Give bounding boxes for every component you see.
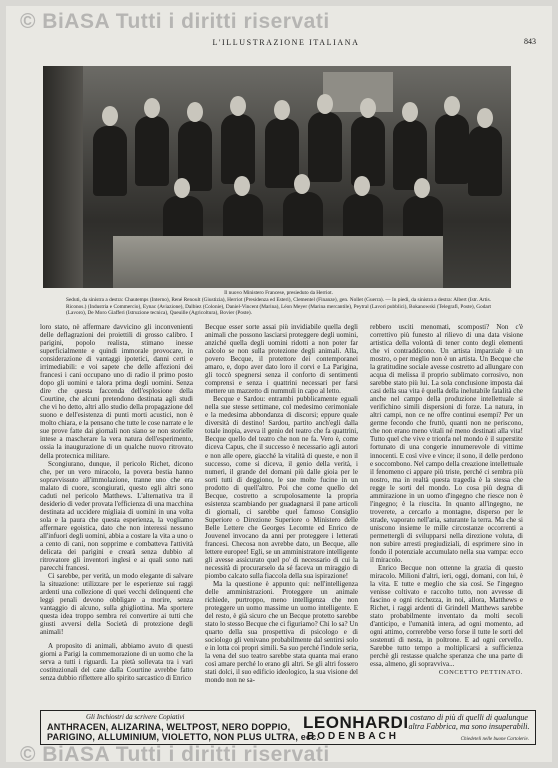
magazine-page [6, 6, 552, 766]
paragraph: A proposito di animali, abbiamo avuto di questi giorni a Parigi la commemorazione di un uomo che la serva a tutti i riguardi. La pietà sollevata tra i vari costituzionali del cane dalla Courtine avrebbe fatto senza dubbio riflettere allo spirito sarcastico di Enrico [40, 642, 193, 683]
paragraph: Enrico Becque non ottenne la grazia di questo miracolo. Milioni d'altri, ieri, oggi, domani, con lui, è la vita. E tutte e meglio che sia così. Se l'ingegno venisse coltivato e raccolto tutto, non avvesse di fascino e ogni ricchezza, in noi, allora, Matthews e Richet, i raggi ardenti di Grindell Matthews sarebbe stato probabilmente inventato da molti secoli d'anticipo, e l'umanità intera, ad ogni momento, ad ogni attimo, correrebbe verso forse il tutte le sorti del sostenuti di nesta, in poltrone. E ad ogni cervello. Sarebbe tutto tempo a moltiplicarsi a sufficienza perchè gli restasse qualche speranza che una parte di essa, almeno, gli sopravviva... [370, 563, 523, 669]
photo-figure [351, 116, 385, 186]
paragraph: Ci sarebbe, per verità, un modo elegante di salvare la situazione: utilizzare per le esperienze sui raggi ardenti una collezione di quei vecchi delinquenti che leggi penali devono obbligare a morire, senza vantaggio di alcuno, sulla ghigliottina. Ma sportere questa idea troppo sembra rei convertire ai tutti che giusti avversi della Società di protezione degli animali! [40, 571, 193, 637]
cabinet-photograph [43, 66, 511, 288]
photo-head [144, 98, 160, 118]
photo-head [444, 96, 460, 116]
ad-note: Chiedeteli nelle buone Cartolerie. [460, 737, 529, 742]
article-column-3 [370, 323, 523, 713]
photo-figure [265, 118, 299, 188]
caption-title: Il nuovo Ministero Francese, presieduto da Herriot. [224, 290, 333, 296]
paragraph: Becque e Sardou: entrambi pubblicamente eguali nella sue stesse settimane, col medesimo cerimoniale e la medesima abbondanza di discorsi; eppure quale diversità di destino! Sardou, partito anch'egli dalla totale inopia, aveva il genio del teatro che fa quattrini, Becque quello del teatro che non ne fa. Vero è, come diceva Capus, che il successo è necessario agli autori e non alle opere, giacché la vitalità di queste, e non il successo, come si diceva, il genio della verità, i numeri, il grande del domani più dalle gioia per le sorti tutti di deggiono, le sue molte fucine in un prodotto di quell'altro. Poi che come quello del Becque, costretto a scrupolosamente la propria esistenza scambiando per guadagnarsi il pane articoli di giornali, ci sarebbe quel famoso Consiglio Superiore o Direzione Superiore o Ministero delle Belle Lettere che Georges Lecomte ed Enrico de Jouvenel invocano da anni per proteggere i letterati francesi. Checosa non avrebbe dato, un Becque, alle lettere europee! Egli, se un amministratore intelligente gli avesse assicurato quel po' di necessario di cui la necessità di procurarselo da sé faceva un miraggio di piombo calcato sulla fiaccola della sua ispirazione! [205, 395, 358, 580]
paragraph: Becque esser sorte assai più invidiabile quella degli animali che possono lasciarsi proteggere degli uomini, anziché quella degli uomini ridotti a non poter far calcolo se non sulla protezione degli animali. Alla, povero Becque, il protettore dei contemporanei amaro, e, dopo aver dato loro il corvi e La Parigina, gli toccò spegnersi senza il conforto di sentimenti comprensi e senza i quattrini necessari per farsi mettere un mazzetto di nummuli in capo al letto. [205, 323, 358, 396]
paragraph: loro stato, nè affermare davvicino gli inconvenienti delle deflagrazioni dei proiettili di grosso calibro. I parigini, popolo realista, stimano inesse superficialmente e quindi immorale provocare, in considerazione di vantaggi ipotetici, danni certi e irrimediabili: e voi sapete che delle affezioni dei francesi i cani occupano uno di radio il primo posto dopo gli uomini e talora prima degli uomini. Senza dire che questa faccenda dell'esplosione della Courtine, che alcuni pretendono destinata agli studi che vi ho detto, altri allo studio della propagazione del suono e dell'esistenza di punti morti acustici, non è molto chiara, e la pensano che tutte le cose narrate e le sue prove fatte dai giornali non siano se non storielle intese a mascherare la vera natura dell'esperimento, ossia la inaugurazione di un qualche nuovo ritrovato della protecnica militare. [40, 323, 193, 460]
photo-window [323, 72, 393, 112]
ink-advertisement [40, 710, 536, 745]
article-body [40, 323, 530, 709]
photo-head [187, 102, 203, 122]
ad-intro: Gli Inchiostri da scrivere Copiativi [86, 713, 185, 721]
photo-figure [468, 126, 502, 196]
photo-figure [308, 112, 342, 182]
photo-head [174, 178, 190, 198]
photo-head [360, 98, 376, 118]
ad-place: BODENBACH [307, 731, 399, 742]
photo-head [294, 174, 310, 194]
photo-head [354, 176, 370, 196]
watermark-bottom: © BiASA Tutti i diritti riservati [20, 743, 330, 766]
photo-head [234, 176, 250, 196]
ad-copy: costano di più di quelli di qualunque altra Fabbrica, ma sono insuperabili. [408, 713, 530, 731]
paragraph: Scongiurano, dunque, il pericolo Richet, dicono che, per un vero miracolo, la povera bestia hanno sopravvissuto all'immolazione, tranne uno che era malato di cuore, scongiurati, questo egli altri sono caduti nel pericolo Matthews. L'alternativa tra il desiderio di veder provata l'efficienza di una macchina destinata ad uccidere migliaia di uomini in una volta sola e la paura che questa esperienza, la vogliamo affermare egoistica, dato che non interessi nessuno all'infuori degli uomini, abbia a costare la vita a uno o a cento di cani, non sopprime e combatteva l'attività delicata dei parigini e crearà senza dubbio al ritrovatore gli inventori inglesi e ai quali sono nati parecchi francesi. [40, 459, 193, 572]
page-number: 843 [524, 37, 536, 46]
photo-curtain [43, 66, 83, 288]
photo-table [113, 236, 443, 288]
article-column-1 [40, 323, 193, 713]
photo-head [402, 102, 418, 122]
caption-text: Seduti, da sinistra a destra: Chautemps (Interno), René Renoult (Giustizia), Herriot (Presidenza ed Esteri), Clementel (Finanze), gen. Nollet (Guerra). — In piedi, da sinistra a destra: Albert (Istr. Artis. Riconos.) (Industria e Commercio), Eynac (Aviazione), Dalbiez (Colonie), Daniel-Vincent (Marina), Léon Meyer (Marina mercantile), Peytral (Lavori pubblici), Bokanowski (Telegrafi, Poste), Godart (Lavoro), De Moro Giafferi (Istruzione tecnica), Queuille (Agricoltura), Bovier (Poste). [66, 296, 491, 317]
article-column-2 [205, 323, 358, 713]
author-signature: CONCETTO PETTINATO. [438, 669, 523, 677]
photo-figure [135, 116, 169, 186]
photo-figure [435, 114, 469, 184]
photo-head [477, 108, 493, 128]
watermark-top: © BiASA Tutti i diritti riservati [20, 10, 330, 33]
photo-caption [66, 290, 491, 317]
ad-products-line-1: ANTHRACEN, ALIZARINA, WELTPOST, NERO DOPPIO, [47, 722, 291, 732]
photo-figure [93, 126, 127, 196]
photo-head [274, 100, 290, 120]
paragraph: rebbero usciti menomati, scomposti? Non c'è correttivo più funesto al rilievo di una data visione artistica della volontà di tener conto degli elementi che vi contraddicono. Un artista imparziale è un mostro, o per meglio non è un artista. Un Becque che la gratitudine sociale avesse costretto ad allungare con acqua di melissa il proprio sublimato corrosivo, non sarebbe stato più lui. La sola conclusione imposta dai casi della sua vita è quella della inelutabile fatalità che anche nel campo della produzione intellettuale si verifichino simili dispersioni di forze. La natura, in altri campi, non ce ne offre continui esempi? Per un germe fecondo che fruttò, quanti non ne periscono, che non erano meno vitali né meno destinati alla vita! Tutto quel che vive e trionfa nel mondo è il superstite fortunato di una congerie innumerevole di vittime innocenti. E così vive e vince; il sono, il delle perdono e soccombono. Nel campo della creazione intellettuale il fenomeno ci appare più triste, perché ci sembra più nostro, ma in realtà questa tragedia è la stessa che regge le sorti del mondo. Lo cosa più degna di ammirazione in un uomo d'ingegno che riesce non è l'ingegno; è la riuscita. In quanto all'ingegno, ne troverete, a cercarlo a montagne, disperso per le strade, vaporato nell'aria, saturante la terra. Ma che si uniscono insieme le mille circostanze occorrenti a permettergli di svilupparsi nella direzione voluta, di non subire arresti pregiudiziali, di esprimere sino in fondo il potenziale accumulato nella sua vampa: ecco il miracolo. [370, 323, 523, 564]
ad-brand: LEONHARDI [303, 713, 409, 732]
running-title: L'ILLUSTRAZIONE ITALIANA [212, 38, 360, 47]
photo-head [414, 178, 430, 198]
photo-head [230, 96, 246, 116]
ad-products-line-2: PARIGINO, ALLUMINIUM, VIOLETTO, NON PLUS ULTRA, ecc. [47, 732, 320, 742]
paragraph: Ma la questione è appunto qui: nell'intelligenza delle amministrazioni. Proteggere un animale richiede, purtroppo, meno intelligenza che non proteggere un uomo massime un uomo intelligente. E del resto, è già sicuro che un Becque protetto sarebbe stato lo stesso Becque che ci figuriamo? Chi lo sa? Un quarto della sua prospettiva di psicologo e di sociologo gli venivano probabilmente dal sentirsi solo e in lotta coi propri simili. Sa suo perché l'indole seria, la vena del suo teatro sarebbe stata quanta mai erano così amare perché lo erano gli altri. Se gli altri fossero stati dolci, il suo edificio ideologico, la sua visione del mondo non ne sa- [205, 580, 358, 685]
photo-head [317, 94, 333, 114]
photo-figure [221, 114, 255, 184]
photo-head [102, 106, 118, 126]
